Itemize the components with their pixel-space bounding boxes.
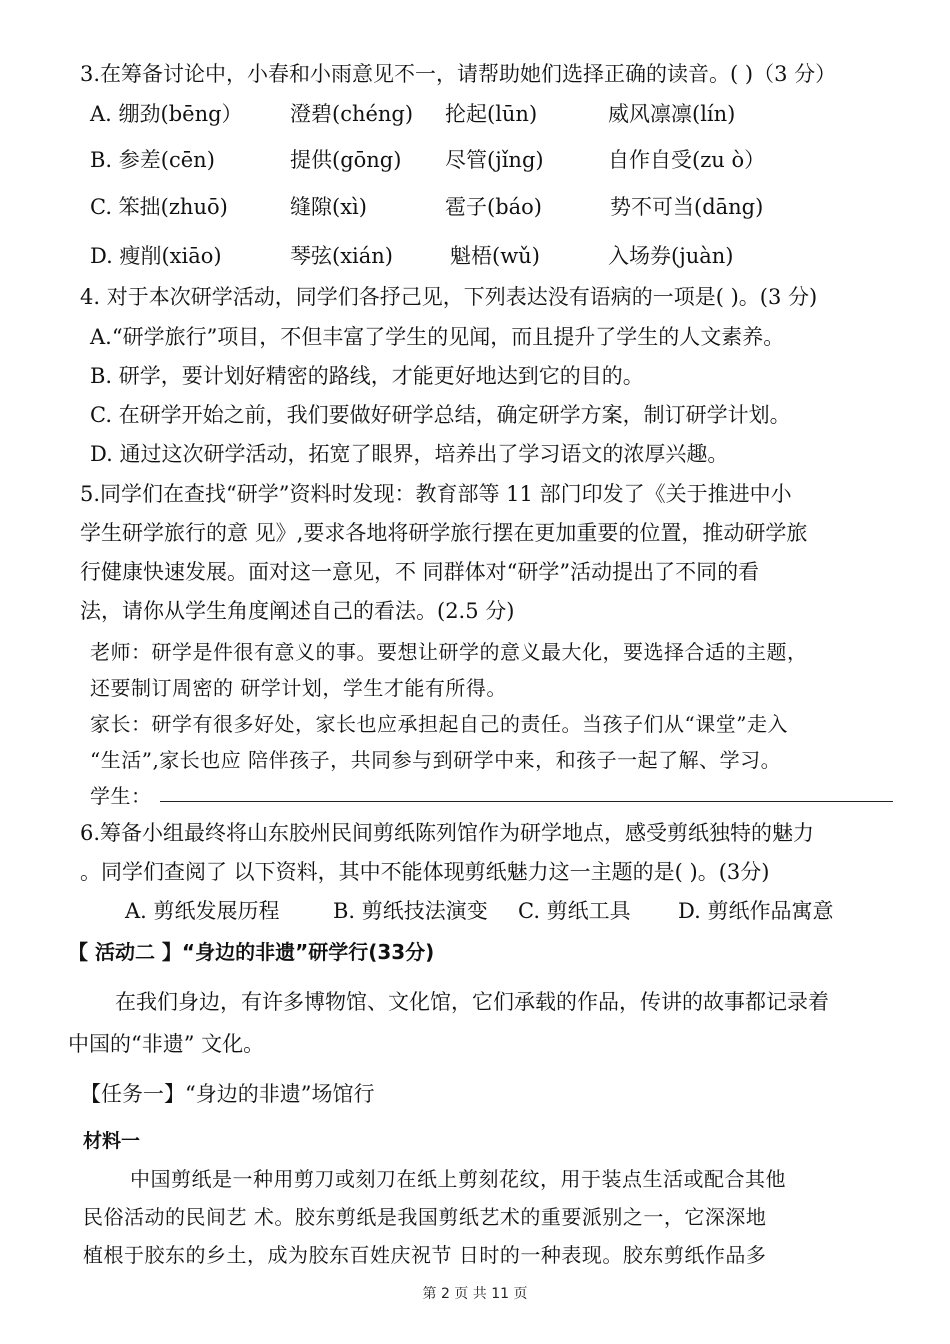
q3-option: B. 参差(cēn) xyxy=(90,148,215,172)
q3-option: 尽管(jǐng) xyxy=(445,148,544,172)
q3-option: 雹子(báo) xyxy=(445,195,542,219)
q6-option: C. 剪纸工具 xyxy=(518,899,631,923)
q4-option-c: C. 在研学开始之前，我们要做好研学总结，确定研学方案，制订研学计划。 xyxy=(90,403,791,427)
material-text-line: 植根于胶东的乡土，成为胶东百姓庆祝节 日时的一种表现。胶东剪纸作品多 xyxy=(83,1243,767,1267)
q6-option: A. 剪纸发展历程 xyxy=(125,899,280,923)
q4-stem: 4. 对于本次研学活动，同学们各抒己见，下列表达没有语病的一项是( )。(3 分) xyxy=(80,285,818,309)
q4-option-a: A.“研学旅行”项目，不但丰富了学生的见闻，而且提升了学生的人文素养。 xyxy=(90,325,785,349)
q3-option: 琴弦(xián) xyxy=(290,244,393,268)
q6-option: B. 剪纸技法演变 xyxy=(333,899,488,923)
q5-stem-line: 学生研学旅行的意 见》,要求各地将研学旅行摆在更加重要的位置，推动研学旅 xyxy=(80,521,808,545)
q3-option: C. 笨拙(zhuō) xyxy=(90,195,228,219)
material-text-line: 中国剪纸是一种用剪刀或刻刀在纸上剪刻花纹，用于装点生活或配合其他 xyxy=(130,1167,786,1191)
parent-quote-line: “生活”,家长也应 陪伴孩子，共同参与到研学中来，和孩子一起了解、学习。 xyxy=(90,748,782,772)
student-answer-label: 学生： xyxy=(90,784,152,808)
material-text-line: 民俗活动的民间艺 术。胶东剪纸是我国剪纸艺术的重要派别之一，它深深地 xyxy=(83,1205,767,1229)
q3-option: 魁梧(wǔ) xyxy=(450,244,540,268)
page-number: 第 2 页 共 11 页 xyxy=(422,1286,528,1302)
q4-option-d: D. 通过这次研学活动，拓宽了眼界，培养出了学习语文的浓厚兴趣。 xyxy=(90,442,729,466)
activity2-intro-line: 中国的“非遗” 文化。 xyxy=(68,1032,265,1056)
q3-option: A. 绷劲(bēng） xyxy=(90,102,243,126)
student-answer-field[interactable] xyxy=(160,801,893,802)
q3-option: 澄碧(chéng) xyxy=(290,102,414,126)
q3-option: 提供(gōng) xyxy=(290,148,402,172)
q3-option: 缝隙(xì) xyxy=(290,195,367,219)
parent-quote-line: 家长：研学有很多好处，家长也应承担起自己的责任。当孩子们从“课堂”走入 xyxy=(90,712,788,736)
q5-stem-line: 5.同学们在查找“研学”资料时发现：教育部等 11 部门印发了《关于推进中小 xyxy=(80,482,792,506)
q3-option: 势不可当(dāng) xyxy=(610,195,764,219)
q5-stem-line: 行健康快速发展。面对这一意见，不 同群体对“研学”活动提出了不同的看 xyxy=(80,560,760,584)
q4-option-b: B. 研学，要计划好精密的路线，才能更好地达到它的目的。 xyxy=(90,364,644,388)
material-label: 材料一 xyxy=(83,1130,141,1152)
q3-option: 自作自受(zu ò） xyxy=(608,148,766,172)
q3-option: D. 瘦削(xiāo) xyxy=(90,244,222,268)
q6-stem-line: 。同学们查阅了 以下资料，其中不能体现剪纸魅力这一主题的是( )。(3分) xyxy=(80,860,770,884)
task1-title: 【任务一】“身边的非遗”场馆行 xyxy=(80,1082,375,1106)
activity2-intro-line: 在我们身边，有许多博物馆、文化馆，它们承载的作品，传讲的故事都记录着 xyxy=(115,990,829,1014)
q3-option: 威风凛凛(lín) xyxy=(608,102,736,126)
teacher-quote-line: 老师：研学是件很有意义的事。要想让研学的意义最大化，要选择合适的主题， xyxy=(90,640,808,664)
q3-option: 入场券(juàn) xyxy=(608,244,734,268)
q5-stem-line: 法，请你从学生角度阐述自己的看法。(2.5 分) xyxy=(80,599,515,623)
q3-option: 抡起(lūn) xyxy=(445,102,538,126)
q3-stem: 3.在筹备讨论中，小春和小雨意见不一，请帮助她们选择正确的读音。( )（3 分） xyxy=(80,62,837,86)
q6-stem-line: 6.筹备小组最终将山东胶州民间剪纸陈列馆作为研学地点，感受剪纸独特的魅力 xyxy=(80,821,815,845)
activity2-title: 【 活动二 】“身边的非遗”研学行(33分) xyxy=(68,940,435,964)
teacher-quote-line: 还要制订周密的 研学计划，学生才能有所得。 xyxy=(90,676,507,700)
q6-option: D. 剪纸作品寓意 xyxy=(678,899,834,923)
